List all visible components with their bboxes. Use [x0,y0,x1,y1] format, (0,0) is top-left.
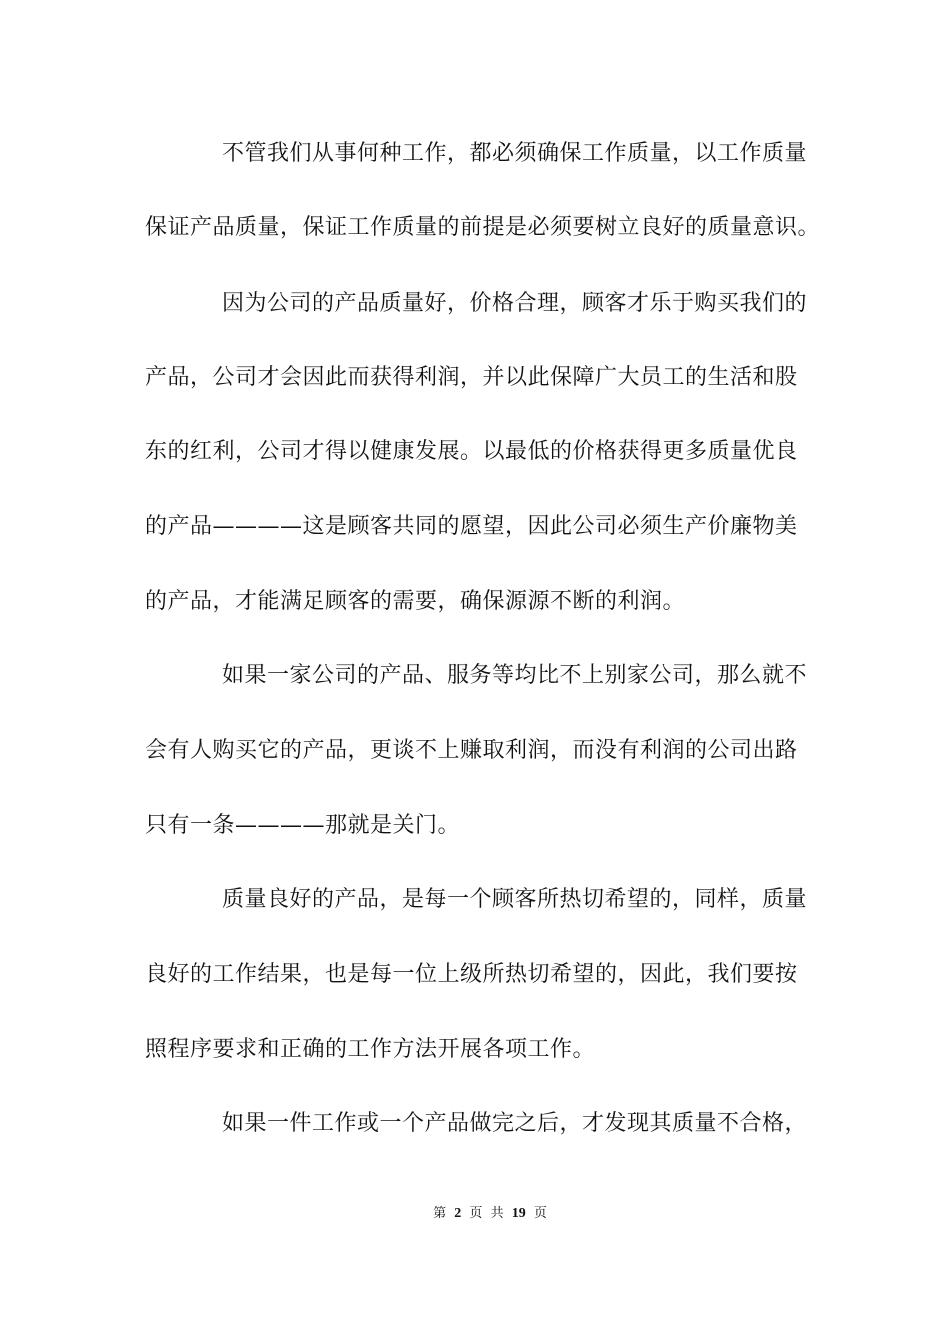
paragraph-3-line-2: 会有人购买它的产品，更谈不上赚取利润，而没有利润的公司出路 [145,738,798,763]
paragraph-1-line-1: 不管我们从事何种工作，都必须确保工作质量，以工作质量 [222,141,808,166]
paragraph-4-line-1: 质量良好的产品，是每一个顾客所热切希望的，同样，质量 [222,887,808,912]
paragraph-2-line-3: 东的红利，公司才得以健康发展。以最低的价格获得更多质量优良 [145,439,798,464]
paragraph-3-line-3: 只有一条————那就是关门。 [145,813,461,838]
paragraph-2-line-1: 因为公司的产品质量好，价格合理，顾客才乐于购买我们的 [222,291,808,316]
paragraph-2-line-4: 的产品————这是顾客共同的愿望，因此公司必须生产价廉物美 [145,514,798,539]
paragraph-1-line-2: 保证产品质量，保证工作质量的前提是必须要树立良好的质量意识。 [145,215,821,240]
paragraph-3-line-1: 如果一家公司的产品、服务等均比不上别家公司，那么就不 [222,663,808,688]
paragraph-2-line-2: 产品，公司才会因此而获得利润，并以此保障广大员工的生活和股 [145,365,798,390]
paragraph-4-line-2: 良好的工作结果，也是每一位上级所热切希望的，因此，我们要按 [145,962,798,987]
footer-prefix: 第 [433,1206,447,1221]
footer-suffix: 页 [533,1206,547,1221]
total-pages-number: 19 [511,1206,526,1221]
current-page-number: 2 [454,1206,462,1221]
footer-total-word: 共 [490,1206,504,1221]
footer-page-word: 页 [469,1206,483,1221]
paragraph-5-line-1: 如果一件工作或一个产品做完之后，才发现其质量不合格， [222,1111,808,1136]
paragraph-4-line-3: 照程序要求和正确的工作方法开展各项工作。 [145,1037,596,1062]
page-footer [0,1204,950,1224]
paragraph-2-line-5: 的产品，才能满足顾客的需要，确保源源不断的利润。 [145,589,686,614]
